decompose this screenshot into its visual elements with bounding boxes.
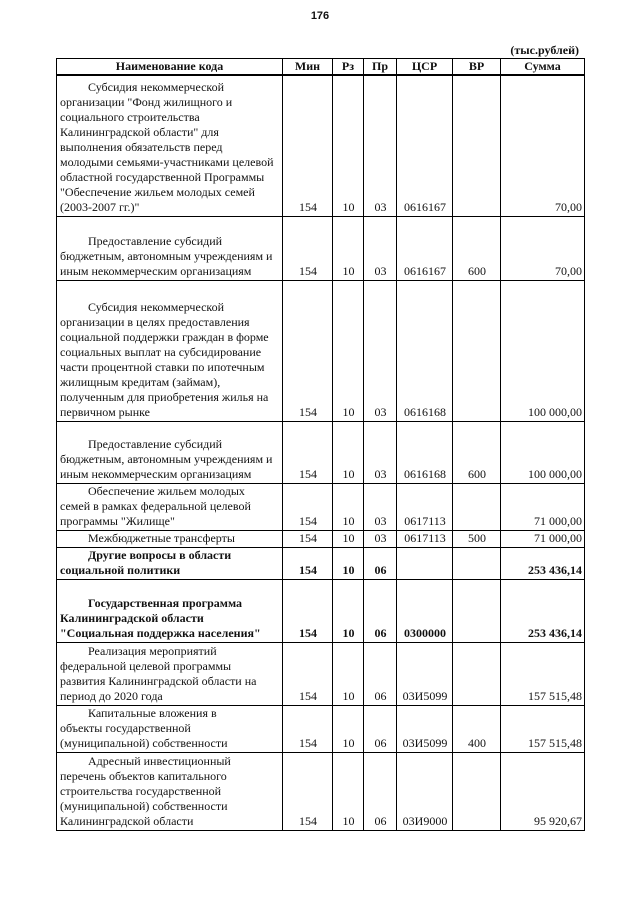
row-sum: 157 515,48 [501, 642, 585, 705]
row-sum: 100 000,00 [501, 280, 585, 421]
row-name-line: социальной политики [60, 562, 181, 577]
row-name-line: перечень объектов капитального [60, 768, 227, 783]
row-rz: 10 [333, 547, 364, 579]
table-row [57, 579, 585, 642]
row-vr [453, 752, 501, 830]
row-name-line: жилищным кредитам (займам), [60, 374, 221, 389]
budget-table [56, 58, 585, 831]
row-csr: 0616167 [397, 216, 453, 280]
row-pr: 03 [364, 530, 397, 547]
row-sum: 95 920,67 [501, 752, 585, 830]
header-csr: ЦСР [397, 59, 453, 76]
row-name-line: иным некоммерческим организациям [60, 263, 252, 278]
row-sum: 71 000,00 [501, 530, 585, 547]
header-rz: Рз [333, 59, 364, 76]
row-name-line: Калининградской области [60, 610, 204, 625]
table-row [57, 280, 585, 421]
header-name: Наименование кода [57, 59, 283, 76]
row-pr: 06 [364, 752, 397, 830]
row-name-line: организации в целях предоставления [60, 314, 250, 329]
row-csr: 0617113 [397, 483, 453, 530]
table-row [57, 547, 585, 579]
row-vr: 500 [453, 530, 501, 547]
row-vr [453, 547, 501, 579]
row-name [57, 705, 283, 752]
row-pr: 03 [364, 280, 397, 421]
row-sum: 70,00 [501, 216, 585, 280]
row-min: 154 [283, 579, 333, 642]
row-rz: 10 [333, 216, 364, 280]
row-pr: 06 [364, 705, 397, 752]
row-name-line: Обеспечение жильем молодых [88, 483, 245, 498]
table-row [57, 530, 585, 547]
row-min: 154 [283, 530, 333, 547]
row-rz: 10 [333, 579, 364, 642]
row-rz: 10 [333, 483, 364, 530]
row-name-line: "Обеспечение жильем молодых семей [60, 184, 255, 199]
row-name-line: объекты государственной [60, 720, 191, 735]
table-row [57, 421, 585, 483]
row-name-line: (муниципальной) собственности [60, 798, 228, 813]
row-name-line: молодыми семьями-участниками целевой [60, 154, 274, 169]
table-row [57, 705, 585, 752]
row-name [57, 483, 283, 530]
row-csr [397, 547, 453, 579]
row-name-line: первичном рынке [60, 404, 150, 419]
row-min: 154 [283, 547, 333, 579]
row-name [57, 280, 283, 421]
row-name-line: федеральной целевой программы [60, 658, 232, 673]
row-name [57, 547, 283, 579]
row-csr: 0616167 [397, 75, 453, 216]
row-name-line: Реализация мероприятий [88, 643, 217, 658]
row-name-line: развития Калининградской области на [60, 673, 257, 688]
row-rz: 10 [333, 752, 364, 830]
row-name-line: Калининградской области" для [60, 124, 219, 139]
row-name-line: строительства государственной [60, 783, 222, 798]
row-name [57, 752, 283, 830]
row-csr: 0616168 [397, 280, 453, 421]
row-min: 154 [283, 483, 333, 530]
row-name [57, 579, 283, 642]
row-sum: 253 436,14 [501, 547, 585, 579]
row-csr: 03И5099 [397, 642, 453, 705]
header-sum: Сумма [501, 59, 585, 76]
row-name-line: полученным для приобретения жилья на [60, 389, 269, 404]
row-pr: 06 [364, 579, 397, 642]
row-name-line: Адресный инвестиционный [88, 753, 231, 768]
row-pr: 03 [364, 75, 397, 216]
row-rz: 10 [333, 280, 364, 421]
row-name-line: Субсидия некоммерческой [88, 299, 225, 314]
row-sum: 253 436,14 [501, 579, 585, 642]
row-name-line: иным некоммерческим организациям [60, 466, 252, 481]
row-name-line: семей в рамках федеральной целевой [60, 498, 251, 513]
row-name [57, 642, 283, 705]
row-csr: 0617113 [397, 530, 453, 547]
row-name-line: Субсидия некоммерческой [88, 79, 225, 94]
row-vr [453, 642, 501, 705]
row-name-line: Межбюджетные трансферты [88, 530, 235, 545]
row-pr: 03 [364, 421, 397, 483]
row-name-line: Калининградской области [60, 813, 194, 828]
row-rz: 10 [333, 75, 364, 216]
row-min: 154 [283, 216, 333, 280]
row-name [57, 75, 283, 216]
row-name-line: период до 2020 года [60, 688, 163, 703]
row-name-line: "Социальная поддержка населения" [60, 625, 261, 640]
row-min: 154 [283, 752, 333, 830]
table-header-row [57, 59, 585, 76]
row-name-line: социального строительства [60, 109, 200, 124]
row-name-line: областной государственной Программы [60, 169, 265, 184]
row-name-line: Государственная программа [88, 595, 243, 610]
row-rz: 10 [333, 705, 364, 752]
row-name [57, 421, 283, 483]
row-sum: 71 000,00 [501, 483, 585, 530]
row-vr [453, 579, 501, 642]
row-csr: 0616168 [397, 421, 453, 483]
row-name-line: (2003-2007 гг.)" [60, 199, 140, 214]
row-name [57, 530, 283, 547]
row-name-line: социальных выплат на субсидирование [60, 344, 262, 359]
table-row [57, 216, 585, 280]
table-row [57, 642, 585, 705]
row-pr: 03 [364, 216, 397, 280]
row-sum: 100 000,00 [501, 421, 585, 483]
row-name-line: программы "Жилище" [60, 513, 175, 528]
row-name-line: Предоставление субсидий [88, 233, 223, 248]
row-min: 154 [283, 705, 333, 752]
header-min: Мин [283, 59, 333, 76]
row-min: 154 [283, 642, 333, 705]
row-pr: 06 [364, 642, 397, 705]
row-name-line: бюджетным, автономным учреждениям и [60, 248, 273, 263]
row-name [57, 216, 283, 280]
row-sum: 157 515,48 [501, 705, 585, 752]
units-label: (тыс.рублей) [510, 43, 579, 57]
row-name-line: (муниципальной) собственности [60, 735, 228, 750]
row-csr: 03И9000 [397, 752, 453, 830]
row-name-line: Капитальные вложения в [88, 705, 217, 720]
row-min: 154 [283, 421, 333, 483]
table-row [57, 75, 585, 216]
row-name-line: Предоставление субсидий [88, 436, 223, 451]
row-csr: 0300000 [397, 579, 453, 642]
row-vr: 600 [453, 421, 501, 483]
row-name-line: выполнения обязательств перед [60, 139, 223, 154]
row-vr [453, 75, 501, 216]
page-number: 176 [310, 10, 330, 22]
row-min: 154 [283, 75, 333, 216]
row-rz: 10 [333, 421, 364, 483]
row-name-line: Другие вопросы в области [88, 547, 232, 562]
row-name-line: бюджетным, автономным учреждениям и [60, 451, 273, 466]
row-vr [453, 280, 501, 421]
row-vr [453, 483, 501, 530]
row-pr: 03 [364, 483, 397, 530]
row-name-line: социальной поддержки граждан в форме [60, 329, 269, 344]
table-row [57, 483, 585, 530]
row-name-line: части процентной ставки по ипотечным [60, 359, 265, 374]
row-pr: 06 [364, 547, 397, 579]
row-vr: 600 [453, 216, 501, 280]
row-sum: 70,00 [501, 75, 585, 216]
row-csr: 03И5099 [397, 705, 453, 752]
row-name-line: организации "Фонд жилищного и [60, 94, 233, 109]
table-row [57, 752, 585, 830]
row-rz: 10 [333, 530, 364, 547]
row-rz: 10 [333, 642, 364, 705]
header-vr: ВР [453, 59, 501, 76]
row-vr: 400 [453, 705, 501, 752]
row-min: 154 [283, 280, 333, 421]
header-pr: Пр [364, 59, 397, 76]
